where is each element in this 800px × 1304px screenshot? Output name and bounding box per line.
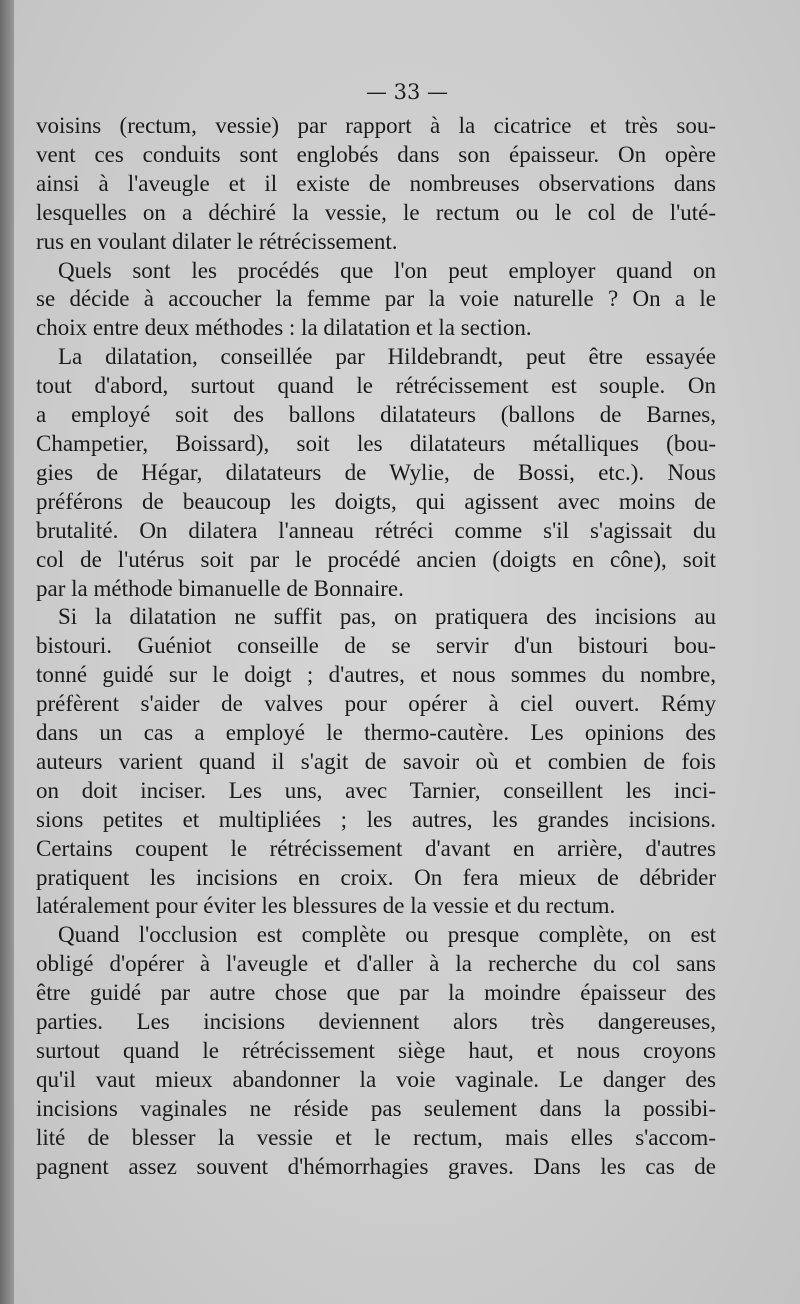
book-page bbox=[14, 0, 800, 1304]
page-edge-shadow bbox=[0, 0, 14, 1304]
text-line: lité de blesser la vessie et le rectum, mais elles s'accom- bbox=[36, 1124, 716, 1150]
paragraph bbox=[36, 257, 716, 344]
text-line: choix entre deux méthodes : la dilatation et la section. bbox=[36, 315, 532, 341]
text-line: tonné guidé sur le doigt ; d'autres, et nous sommes du nombre, bbox=[36, 662, 716, 688]
text-line: obligé d'opérer à l'aveugle et d'aller à la recherche du col sans bbox=[36, 951, 716, 977]
text-line: Champetier, Boissard), soit les dilatateurs métalliques (bou- bbox=[36, 430, 716, 456]
text-line: dans un cas a employé le thermo-cautère. Les opinions des bbox=[36, 720, 716, 746]
text-line: être guidé par autre chose que par la moindre épaisseur des bbox=[36, 980, 716, 1006]
text-line: bistouri. Guéniot conseille de se servir d'un bistouri bou- bbox=[36, 633, 716, 659]
text-line: tout d'abord, surtout quand le rétrécissement est souple. On bbox=[36, 373, 716, 399]
text-line: préférons de beaucoup les doigts, qui agissent avec moins de bbox=[36, 488, 716, 514]
text-line: auteurs varient quand il s'agit de savoir où et combien de fois bbox=[36, 748, 716, 774]
paragraph bbox=[36, 603, 716, 921]
text-line: surtout quand le rétrécissement siège haut, et nous croyons bbox=[36, 1038, 716, 1063]
text-line: brutalité. On dilatera l'anneau rétréci comme s'il s'agissait du bbox=[36, 517, 716, 543]
text-line: Quels sont les procédés que l'on peut employer quand on bbox=[58, 257, 716, 283]
text-line: pratiquent les incisions en croix. On fera mieux de débrider bbox=[36, 864, 716, 890]
text-line: préfèrent s'aider de valves pour opérer à ciel ouvert. Rémy bbox=[36, 691, 716, 717]
text-line: par la méthode bimanuelle de Bonnaire. bbox=[36, 575, 404, 601]
text-line: rus en voulant dilater le rétrécissement. bbox=[36, 228, 398, 254]
text-line: se décide à accoucher la femme par la voie naturelle ? On a le bbox=[36, 286, 716, 312]
text-line: Si la dilatation ne suffit pas, on pratiquera des incisions au bbox=[58, 604, 716, 630]
paragraph bbox=[36, 921, 716, 1181]
text-line: latéralement pour éviter les blessures de la vessie et du rectum. bbox=[36, 893, 616, 919]
text-line: incisions vaginales ne réside pas seulement dans la possibi- bbox=[36, 1095, 716, 1121]
text-line: vent ces conduits sont englobés dans son épaisseur. On opère bbox=[36, 141, 716, 167]
text-line: sions petites et multipliées ; les autres, les grandes incisions. bbox=[36, 806, 716, 832]
text-line: ainsi à l'aveugle et il existe de nombreuses observations dans bbox=[36, 170, 716, 196]
text-line: voisins (rectum, vessie) par rapport à la cicatrice et très sou- bbox=[36, 113, 716, 138]
text-line: La dilatation, conseillée par Hildebrandt, peut être essayée bbox=[58, 344, 716, 370]
text-line: col de l'utérus soit par le procédé ancien (doigts en cône), soit bbox=[36, 546, 716, 572]
text-line: Quand l'occlusion est complète ou presque complète, on est bbox=[58, 922, 716, 948]
text-line: Certains coupent le rétrécissement d'avant en arrière, d'autres bbox=[36, 835, 716, 861]
text-line: on doit inciser. Les uns, avec Tarnier, conseillent les inci- bbox=[36, 777, 716, 803]
page-number: — 33 — bbox=[365, 80, 449, 104]
text-line: gies de Hégar, dilatateurs de Wylie, de Bossi, etc.). Nous bbox=[36, 459, 716, 485]
text-line: parties. Les incisions deviennent alors très dangereuses, bbox=[36, 1009, 716, 1035]
body-text bbox=[36, 112, 716, 1182]
text-line: lesquelles on a déchiré la vessie, le rectum ou le col de l'uté- bbox=[36, 199, 716, 225]
text-line: a employé soit des ballons dilatateurs (ballons de Barnes, bbox=[36, 402, 716, 428]
paragraph bbox=[36, 112, 716, 257]
text-line: qu'il vaut mieux abandonner la voie vaginale. Le danger des bbox=[36, 1066, 716, 1092]
paragraph bbox=[36, 343, 716, 603]
text-line: pagnent assez souvent d'hémorrhagies graves. Dans les cas de bbox=[36, 1153, 716, 1179]
